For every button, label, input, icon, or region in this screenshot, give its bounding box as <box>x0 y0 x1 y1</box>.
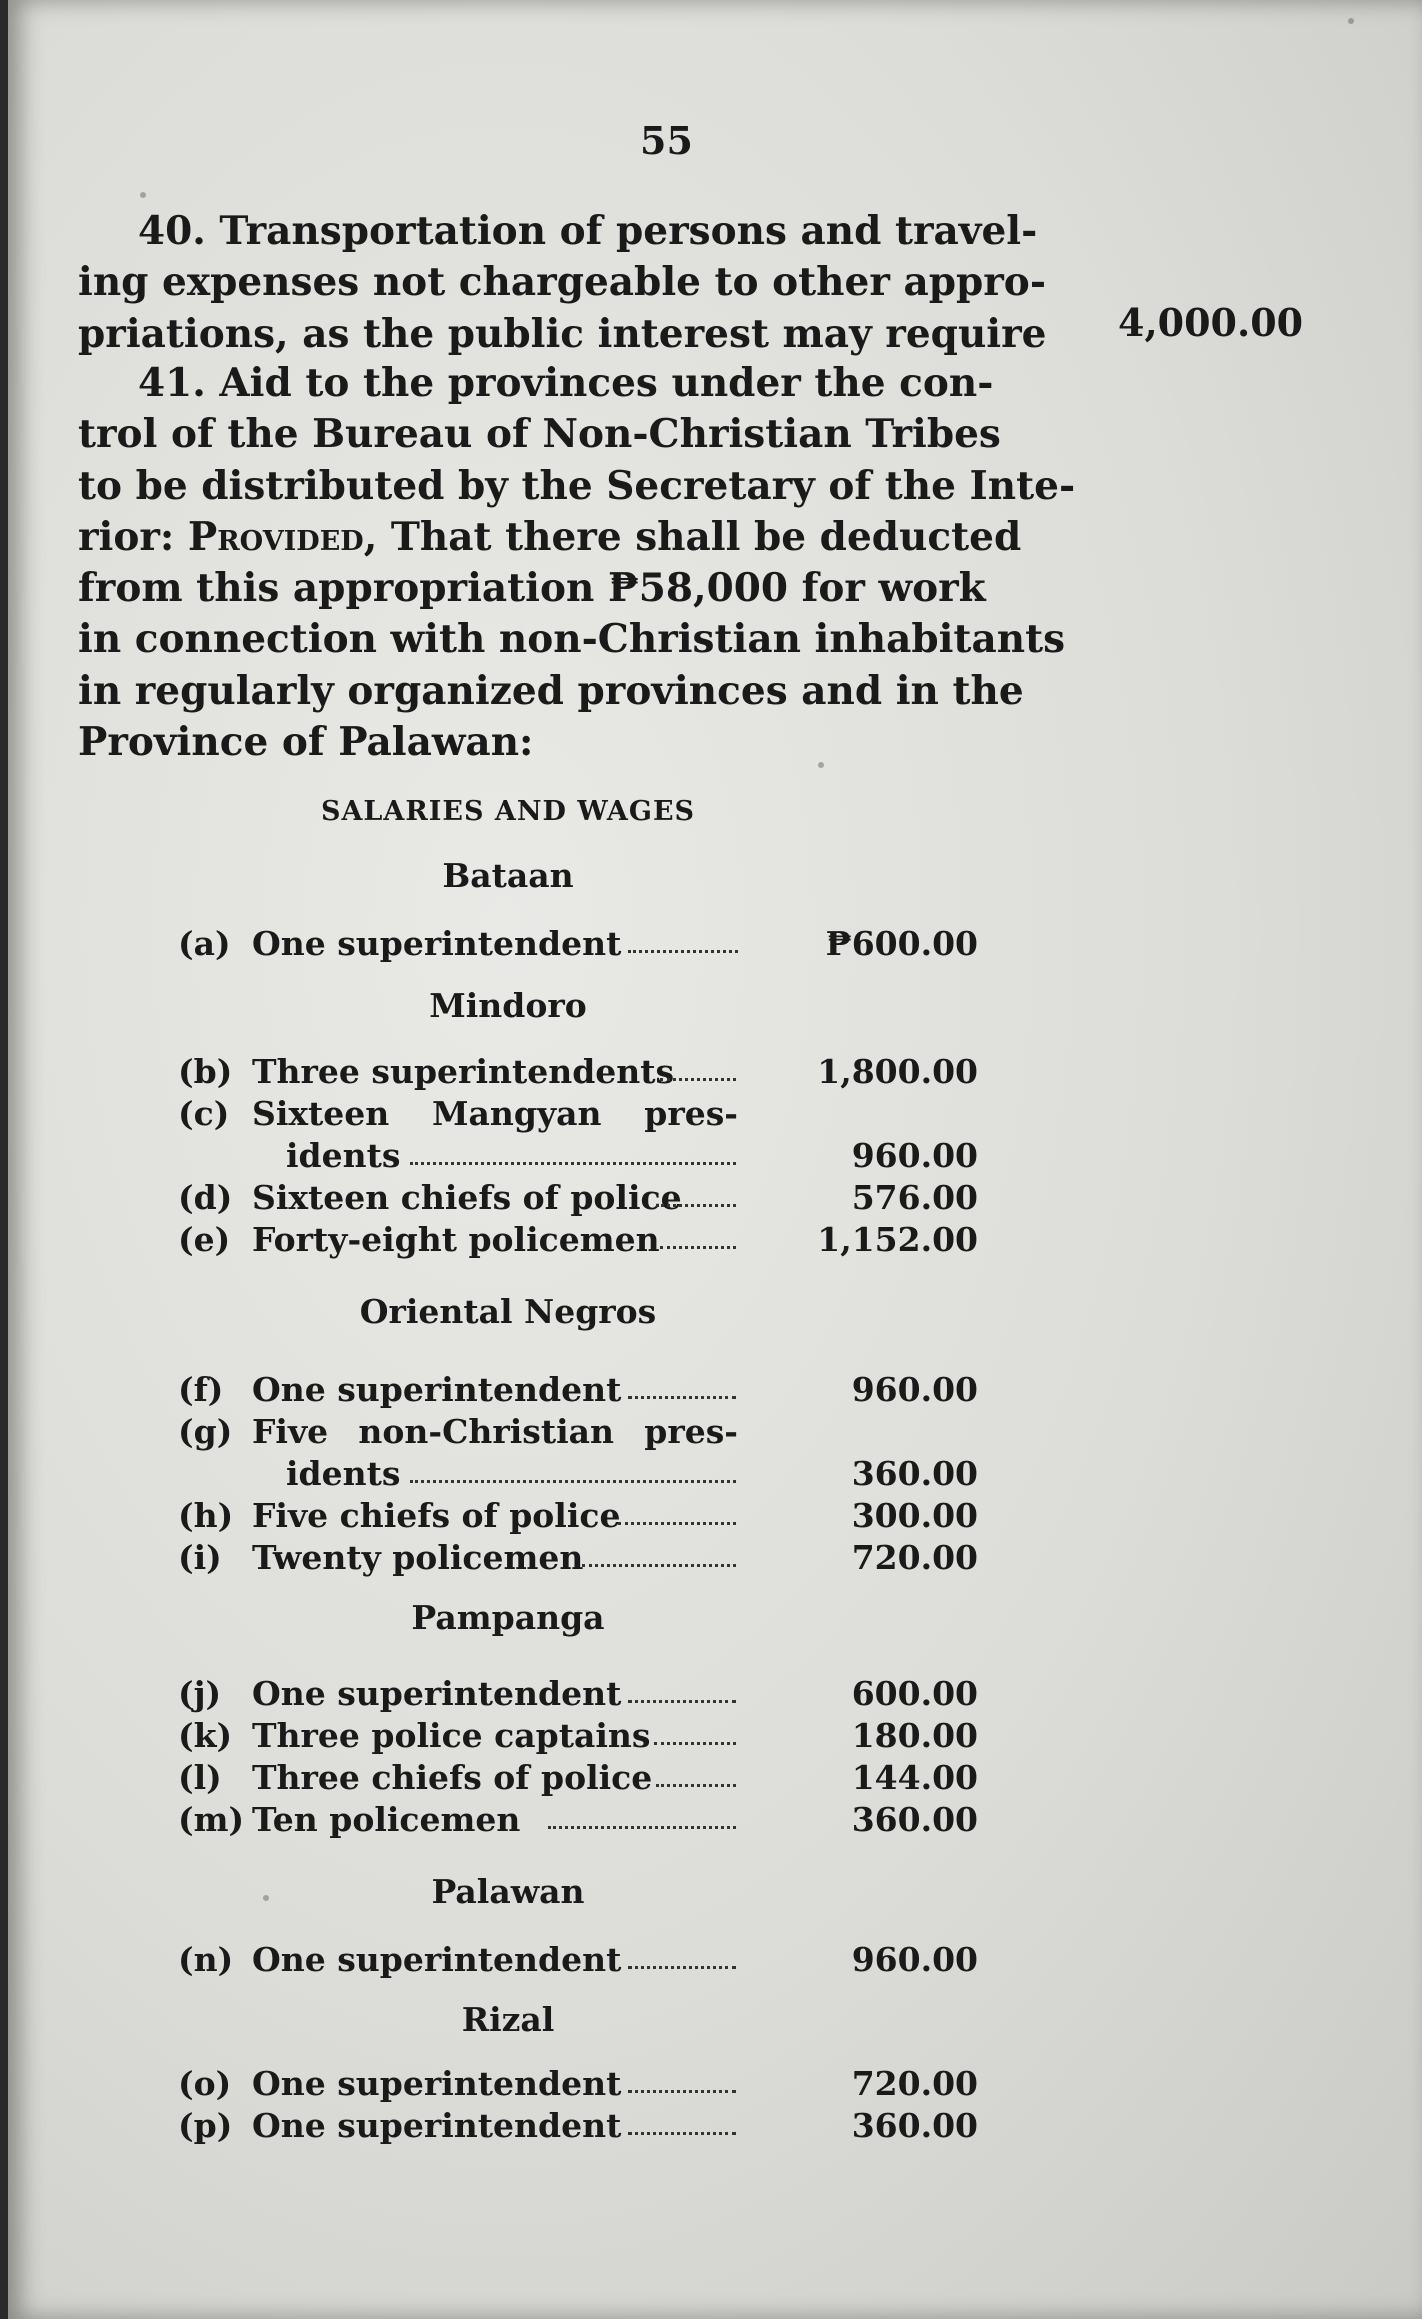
item-amount: 144.00 <box>851 1758 978 1797</box>
item-letter: (c) <box>178 1094 230 1133</box>
item-amount: 960.00 <box>851 1136 978 1175</box>
item-i <box>178 1538 978 1578</box>
para40-amount: 4,000.00 <box>1118 300 1304 345</box>
item-c-continued <box>178 1136 978 1176</box>
item-k <box>178 1716 978 1756</box>
item-amount: 600.00 <box>851 1674 978 1713</box>
region-oriental-negros: Oriental Negros <box>359 1292 657 1331</box>
para40-line: priations, as the public interest may require <box>78 310 1047 357</box>
item-m <box>178 1800 978 1840</box>
item-desc <box>252 1412 738 1451</box>
item-desc: idents <box>286 1454 401 1493</box>
item-amount: 576.00 <box>851 1178 978 1217</box>
item-letter: (o) <box>178 2064 232 2103</box>
region-mindoro: Mindoro <box>429 986 587 1025</box>
para41-line: in regularly organized provinces and in the <box>78 667 1024 714</box>
item-letter: (i) <box>178 1538 222 1577</box>
item-f <box>178 1370 978 1410</box>
item-letter: (e) <box>178 1220 231 1259</box>
para41-text: That there shall be deducted <box>390 513 1022 560</box>
item-letter: (n) <box>178 1940 234 1979</box>
item-desc: Three police captains <box>252 1716 651 1755</box>
item-desc: Three chiefs of police <box>252 1758 653 1797</box>
item-amount: 360.00 <box>851 2106 978 2145</box>
item-desc <box>252 1094 738 1133</box>
region-palawan: Palawan <box>431 1872 585 1911</box>
item-h <box>178 1496 978 1536</box>
leader-dots <box>410 1480 736 1483</box>
para41-line <box>78 512 1022 563</box>
item-amount: 1,152.00 <box>817 1220 978 1259</box>
item-amount: 180.00 <box>851 1716 978 1755</box>
item-letter: (d) <box>178 1178 233 1217</box>
item-amount: 360.00 <box>851 1454 978 1493</box>
item-letter: (h) <box>178 1496 234 1535</box>
item-desc: One superintendent <box>252 924 622 963</box>
item-desc: Forty-eight policemen <box>252 1220 660 1259</box>
item-amount: 360.00 <box>851 1800 978 1839</box>
para40-line: ing expenses not chargeable to other appro- <box>78 259 1047 306</box>
para41-line: Province of Palawan: <box>78 719 534 766</box>
item-o <box>178 2064 978 2104</box>
item-desc: One superintendent <box>252 1674 622 1713</box>
para41-text: rior: <box>78 513 175 560</box>
item-desc: Three superintendents <box>252 1052 675 1091</box>
item-amount: 960.00 <box>851 1370 978 1409</box>
leader-dots <box>654 1742 736 1745</box>
item-j <box>178 1674 978 1714</box>
para41-line: in connection with non-Christian inhabitants <box>78 616 1066 663</box>
leader-dots <box>660 1078 736 1081</box>
leader-dots <box>628 1396 736 1399</box>
paragraph-41 <box>78 358 1076 768</box>
page-number: 55 <box>640 118 693 163</box>
item-c <box>178 1094 978 1134</box>
leader-dots <box>618 1522 736 1525</box>
desc-word: pres- <box>644 1094 738 1133</box>
leader-dots <box>628 950 738 953</box>
leader-dots <box>582 1564 736 1567</box>
desc-word: Sixteen <box>252 1094 390 1133</box>
item-l <box>178 1758 978 1798</box>
item-desc: Ten policemen <box>252 1800 521 1839</box>
leader-dots <box>628 2132 736 2135</box>
item-amount: 1,800.00 <box>817 1052 978 1091</box>
item-desc: Sixteen chiefs of police <box>252 1178 682 1217</box>
item-desc: One superintendent <box>252 2106 622 2145</box>
item-letter: (b) <box>178 1052 233 1091</box>
region-pampanga: Pampanga <box>411 1598 605 1637</box>
scan-speck <box>818 762 824 768</box>
item-amount: 960.00 <box>851 1940 978 1979</box>
book-page <box>8 0 1422 2319</box>
region-bataan: Bataan <box>442 856 574 895</box>
leader-dots <box>628 2090 736 2093</box>
desc-word: Mangyan <box>432 1094 602 1133</box>
item-g-continued <box>178 1454 978 1494</box>
leader-dots <box>656 1784 736 1787</box>
item-letter: (p) <box>178 2106 233 2145</box>
item-letter: (f) <box>178 1370 224 1409</box>
para41-line: to be distributed by the Secretary of the Inte- <box>78 462 1076 509</box>
item-d <box>178 1178 978 1218</box>
leader-dots <box>660 1246 736 1249</box>
item-desc: One superintendent <box>252 2064 622 2103</box>
para41-line: from this appropriation ₱58,000 for work <box>78 565 986 612</box>
item-letter: (m) <box>178 1800 245 1839</box>
para41-line: 41. Aid to the provinces under the con- <box>138 360 994 406</box>
desc-word: non-Christian <box>358 1412 614 1451</box>
leader-dots <box>410 1162 736 1165</box>
item-g <box>178 1412 978 1452</box>
item-b <box>178 1052 978 1092</box>
para41-line: trol of the Bureau of Non-Christian Tribes <box>78 411 1001 458</box>
item-letter: (k) <box>178 1716 233 1755</box>
item-amount: 300.00 <box>851 1496 978 1535</box>
desc-word: Five <box>252 1412 329 1451</box>
item-e <box>178 1220 978 1260</box>
paragraph-40 <box>78 206 1047 360</box>
item-a <box>178 924 978 964</box>
item-desc: One superintendent <box>252 1370 622 1409</box>
scan-speck <box>263 1895 269 1901</box>
item-amount: 720.00 <box>851 2064 978 2103</box>
item-desc: idents <box>286 1136 401 1175</box>
item-amount: ₱600.00 <box>825 924 978 963</box>
item-letter: (g) <box>178 1412 233 1451</box>
item-desc: One superintendent <box>252 1940 622 1979</box>
leader-dots <box>548 1826 736 1829</box>
item-n <box>178 1940 978 1980</box>
para40-line: 40. Transportation of persons and travel- <box>138 208 1038 254</box>
item-letter: (a) <box>178 924 231 963</box>
item-desc: Five chiefs of police <box>252 1496 621 1535</box>
scan-speck <box>1348 18 1354 24</box>
leader-dots <box>656 1204 736 1207</box>
salaries-heading: SALARIES AND WAGES <box>320 796 696 827</box>
provided-keyword: Provided, <box>187 513 378 560</box>
item-letter: (j) <box>178 1674 222 1713</box>
item-desc: Twenty policemen <box>252 1538 584 1577</box>
leader-dots <box>628 1700 736 1703</box>
leader-dots <box>628 1966 736 1969</box>
region-rizal: Rizal <box>461 2000 555 2039</box>
item-amount: 720.00 <box>851 1538 978 1577</box>
item-p <box>178 2106 978 2146</box>
desc-word: pres- <box>644 1412 738 1451</box>
scan-speck <box>140 192 146 198</box>
item-letter: (l) <box>178 1758 222 1797</box>
